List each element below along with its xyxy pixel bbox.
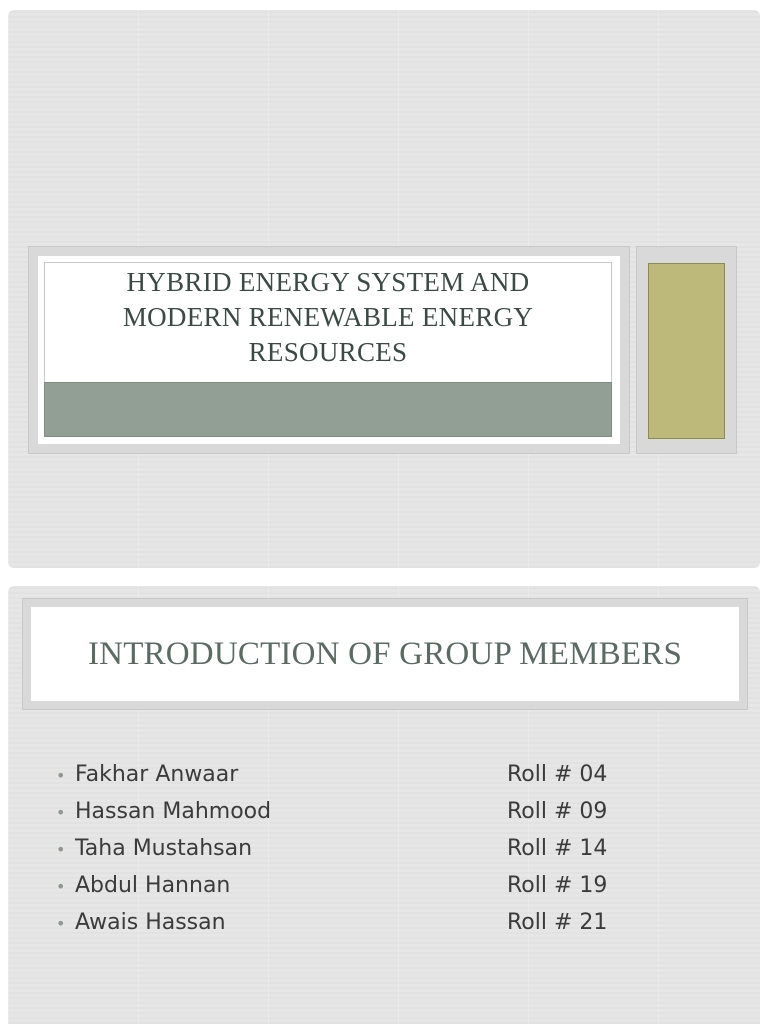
member-roll: Roll # 04: [507, 762, 608, 787]
member-name: Abdul Hannan: [75, 873, 231, 898]
member-name: Fakhar Anwaar: [75, 762, 239, 787]
list-item: [56, 799, 696, 836]
member-roll: Roll # 09: [507, 799, 608, 824]
member-name: Awais Hassan: [75, 910, 226, 935]
heading-box: [31, 607, 739, 701]
member-list: [56, 762, 696, 947]
list-item: [56, 910, 696, 947]
members-slide: [8, 586, 760, 1024]
title-frame: [28, 246, 630, 454]
title-slide: [8, 10, 760, 568]
bullet-icon: •: [56, 914, 66, 933]
title-box: [44, 262, 612, 382]
member-roll: Roll # 19: [507, 873, 608, 898]
list-item: [56, 873, 696, 910]
list-item: [56, 762, 696, 799]
bullet-icon: •: [56, 803, 66, 822]
slide-title: HYBRID ENERGY SYSTEM AND MODERN RENEWABLE ENERGY RESOURCES: [122, 267, 534, 367]
title-color-band: [44, 382, 612, 437]
list-item: [56, 836, 696, 873]
member-roll: Roll # 21: [507, 910, 608, 935]
bullet-icon: •: [56, 877, 66, 896]
member-name: Hassan Mahmood: [75, 799, 272, 824]
heading-frame: [22, 598, 748, 710]
bullet-icon: •: [56, 840, 66, 859]
member-name: Taha Mustahsan: [75, 836, 253, 861]
title-inner: [38, 256, 620, 444]
accent-frame: [636, 246, 737, 454]
slide-heading: INTRODUCTION OF GROUP MEMBERS: [87, 635, 683, 672]
accent-block: [648, 263, 725, 439]
bullet-icon: •: [56, 766, 66, 785]
member-roll: Roll # 14: [507, 836, 608, 861]
